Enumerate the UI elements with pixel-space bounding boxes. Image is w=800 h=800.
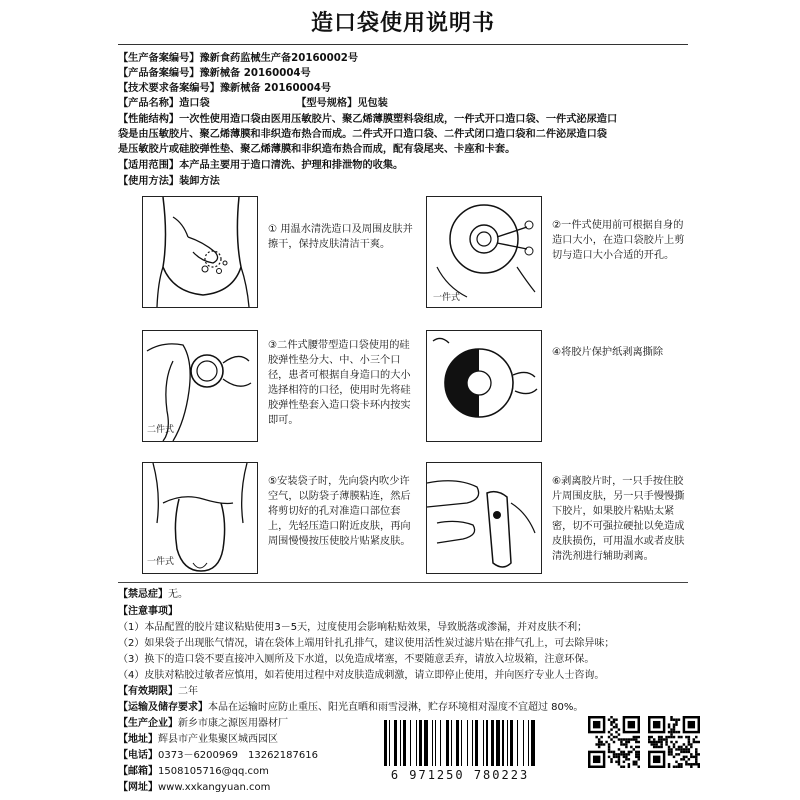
figure-apply bbox=[142, 462, 258, 574]
cautions-label: 【注意事项】 bbox=[118, 606, 178, 617]
caution-1: （1）本品配置的胶片建议粘贴使用3－5天，过度使用会影响粘贴效果，导致脱落或渗漏，并对皮肤不利； bbox=[118, 622, 588, 633]
phone-line: 【电话】0373－6200969 13262187616 bbox=[118, 750, 318, 761]
figure-peel bbox=[426, 330, 542, 442]
tag-one-piece: 一件式 bbox=[433, 293, 461, 303]
qr-code-icon bbox=[648, 716, 700, 768]
scope-line: 【适用范围】本产品主要用于造口清洗、护理和排泄物的收集。 bbox=[118, 160, 404, 171]
website-line: 【网址】www.xxkangyuan.com bbox=[118, 782, 271, 793]
usage-line: 【使用方法】装卸方法 bbox=[118, 176, 220, 187]
title-rule bbox=[118, 44, 688, 45]
email-line: 【邮箱】1508105716@qq.com bbox=[118, 766, 269, 777]
tech-record-line: 【技术要求备案编号】豫新械备 20160004号 bbox=[118, 83, 332, 94]
remove-illustration-icon bbox=[427, 463, 541, 573]
figure-remove bbox=[426, 462, 542, 574]
tag-one-piece-2: 一件式 bbox=[147, 557, 175, 567]
qr-code-icon bbox=[588, 716, 640, 768]
product-name-line: 【产品名称】造口袋 【型号规格】见包装 bbox=[118, 98, 388, 109]
tag-two-piece: 二件式 bbox=[147, 425, 175, 435]
figure-wash bbox=[142, 196, 258, 308]
step-6-text: ⑥剥离胶片时，一只手按住胶片周围皮肤，另一只手慢慢撕下胶片，如果胶片粘贴太紧密，切不可强拉硬扯以免造成皮肤损伤，可用温水或者皮肤清洗剂进行辅助剥离。 bbox=[552, 476, 685, 562]
figure-two-piece bbox=[142, 330, 258, 442]
figure-cut bbox=[426, 196, 542, 308]
address-line: 【地址】辉县市产业集聚区城西园区 bbox=[118, 734, 278, 745]
storage-line: 【运输及储存要求】本品在运输时应防止重压、阳光直晒和雨雪浸淋，贮存环境相对湿度不宜超过 80%。 bbox=[118, 702, 584, 713]
caution-2: （2）如果袋子出现胀气情况，请在袋体上端用针扎孔排气，建议使用活性炭过滤片贴在排气孔上，可去除异味； bbox=[118, 638, 615, 649]
instruction-sheet bbox=[118, 0, 688, 800]
page-title: 造口袋使用说明书 bbox=[310, 11, 495, 36]
peel-illustration-icon bbox=[427, 331, 541, 441]
barcode bbox=[380, 720, 540, 786]
structure-line-1: 【性能结构】一次性使用造口袋由医用压敏胶片、聚乙烯薄膜塑料袋组成，一件式开口造口袋、一件式泌尿造口 bbox=[118, 114, 618, 125]
company-line: 【生产企业】新乡市康之源医用器材厂 bbox=[118, 718, 288, 729]
step-5-text: ⑤安装袋子时，先向袋内吹少许空气，以防袋子薄膜粘连，然后将剪切好的孔对准造口部位套上，先轻压造口附近皮肤，再向周围慢慢按压使胶片贴紧皮肤。 bbox=[268, 476, 411, 547]
step-2-text: ②一件式使用前可根据自身的造口大小，在造口袋胶片上剪切与造口大小合适的开孔。 bbox=[552, 220, 685, 261]
caution-4: （4）皮肤对粘胶过敏者应慎用，如若使用过程中对皮肤造成刺激，请立即停止使用，并向医疗专业人士咨询。 bbox=[118, 670, 605, 681]
barcode-bars bbox=[380, 720, 540, 766]
step-1-text: ① 用温水清洗造口及周围皮肤并擦干，保持皮肤清洁干爽。 bbox=[268, 224, 413, 250]
section-divider bbox=[118, 582, 688, 583]
contra-line: 【禁忌症】无。 bbox=[118, 589, 188, 600]
structure-line-3: 是压敏胶片或硅胶弹性垫、聚乙烯薄膜和非织造布热合而成，配有袋尾夹、卡座和卡套。 bbox=[118, 144, 516, 155]
barcode-number: 6 971250 780223 bbox=[390, 768, 530, 782]
structure-line-2: 袋是由压敏胶片、聚乙烯薄膜和非织造布热合而成。二件式开口造口袋、二件式闭口造口袋和二件泌尿造口袋 bbox=[118, 129, 607, 140]
product-record-line: 【产品备案编号】豫新械备 20160004号 bbox=[118, 68, 311, 79]
step-4-text: ④将胶片保护纸剥离撕除 bbox=[552, 347, 664, 358]
prod-record-line: 【生产备案编号】豫新食药监械生产备20160002号 bbox=[118, 53, 359, 64]
wash-illustration-icon bbox=[143, 197, 257, 307]
validity-line: 【有效期限】二年 bbox=[118, 686, 198, 697]
caution-3: （3）换下的造口袋不要直接冲入厕所及下水道，以免造成堵塞，不要随意丢弃，请放入垃圾箱，注意环保。 bbox=[118, 654, 595, 665]
step-3-text: ③二件式腰带型造口袋使用的硅胶弹性垫分大、中、小三个口径，患者可根据自身造口的大小选择相符的口径，使用时先将硅胶弹性垫套入造口袋卡环内按实即可。 bbox=[268, 340, 411, 426]
